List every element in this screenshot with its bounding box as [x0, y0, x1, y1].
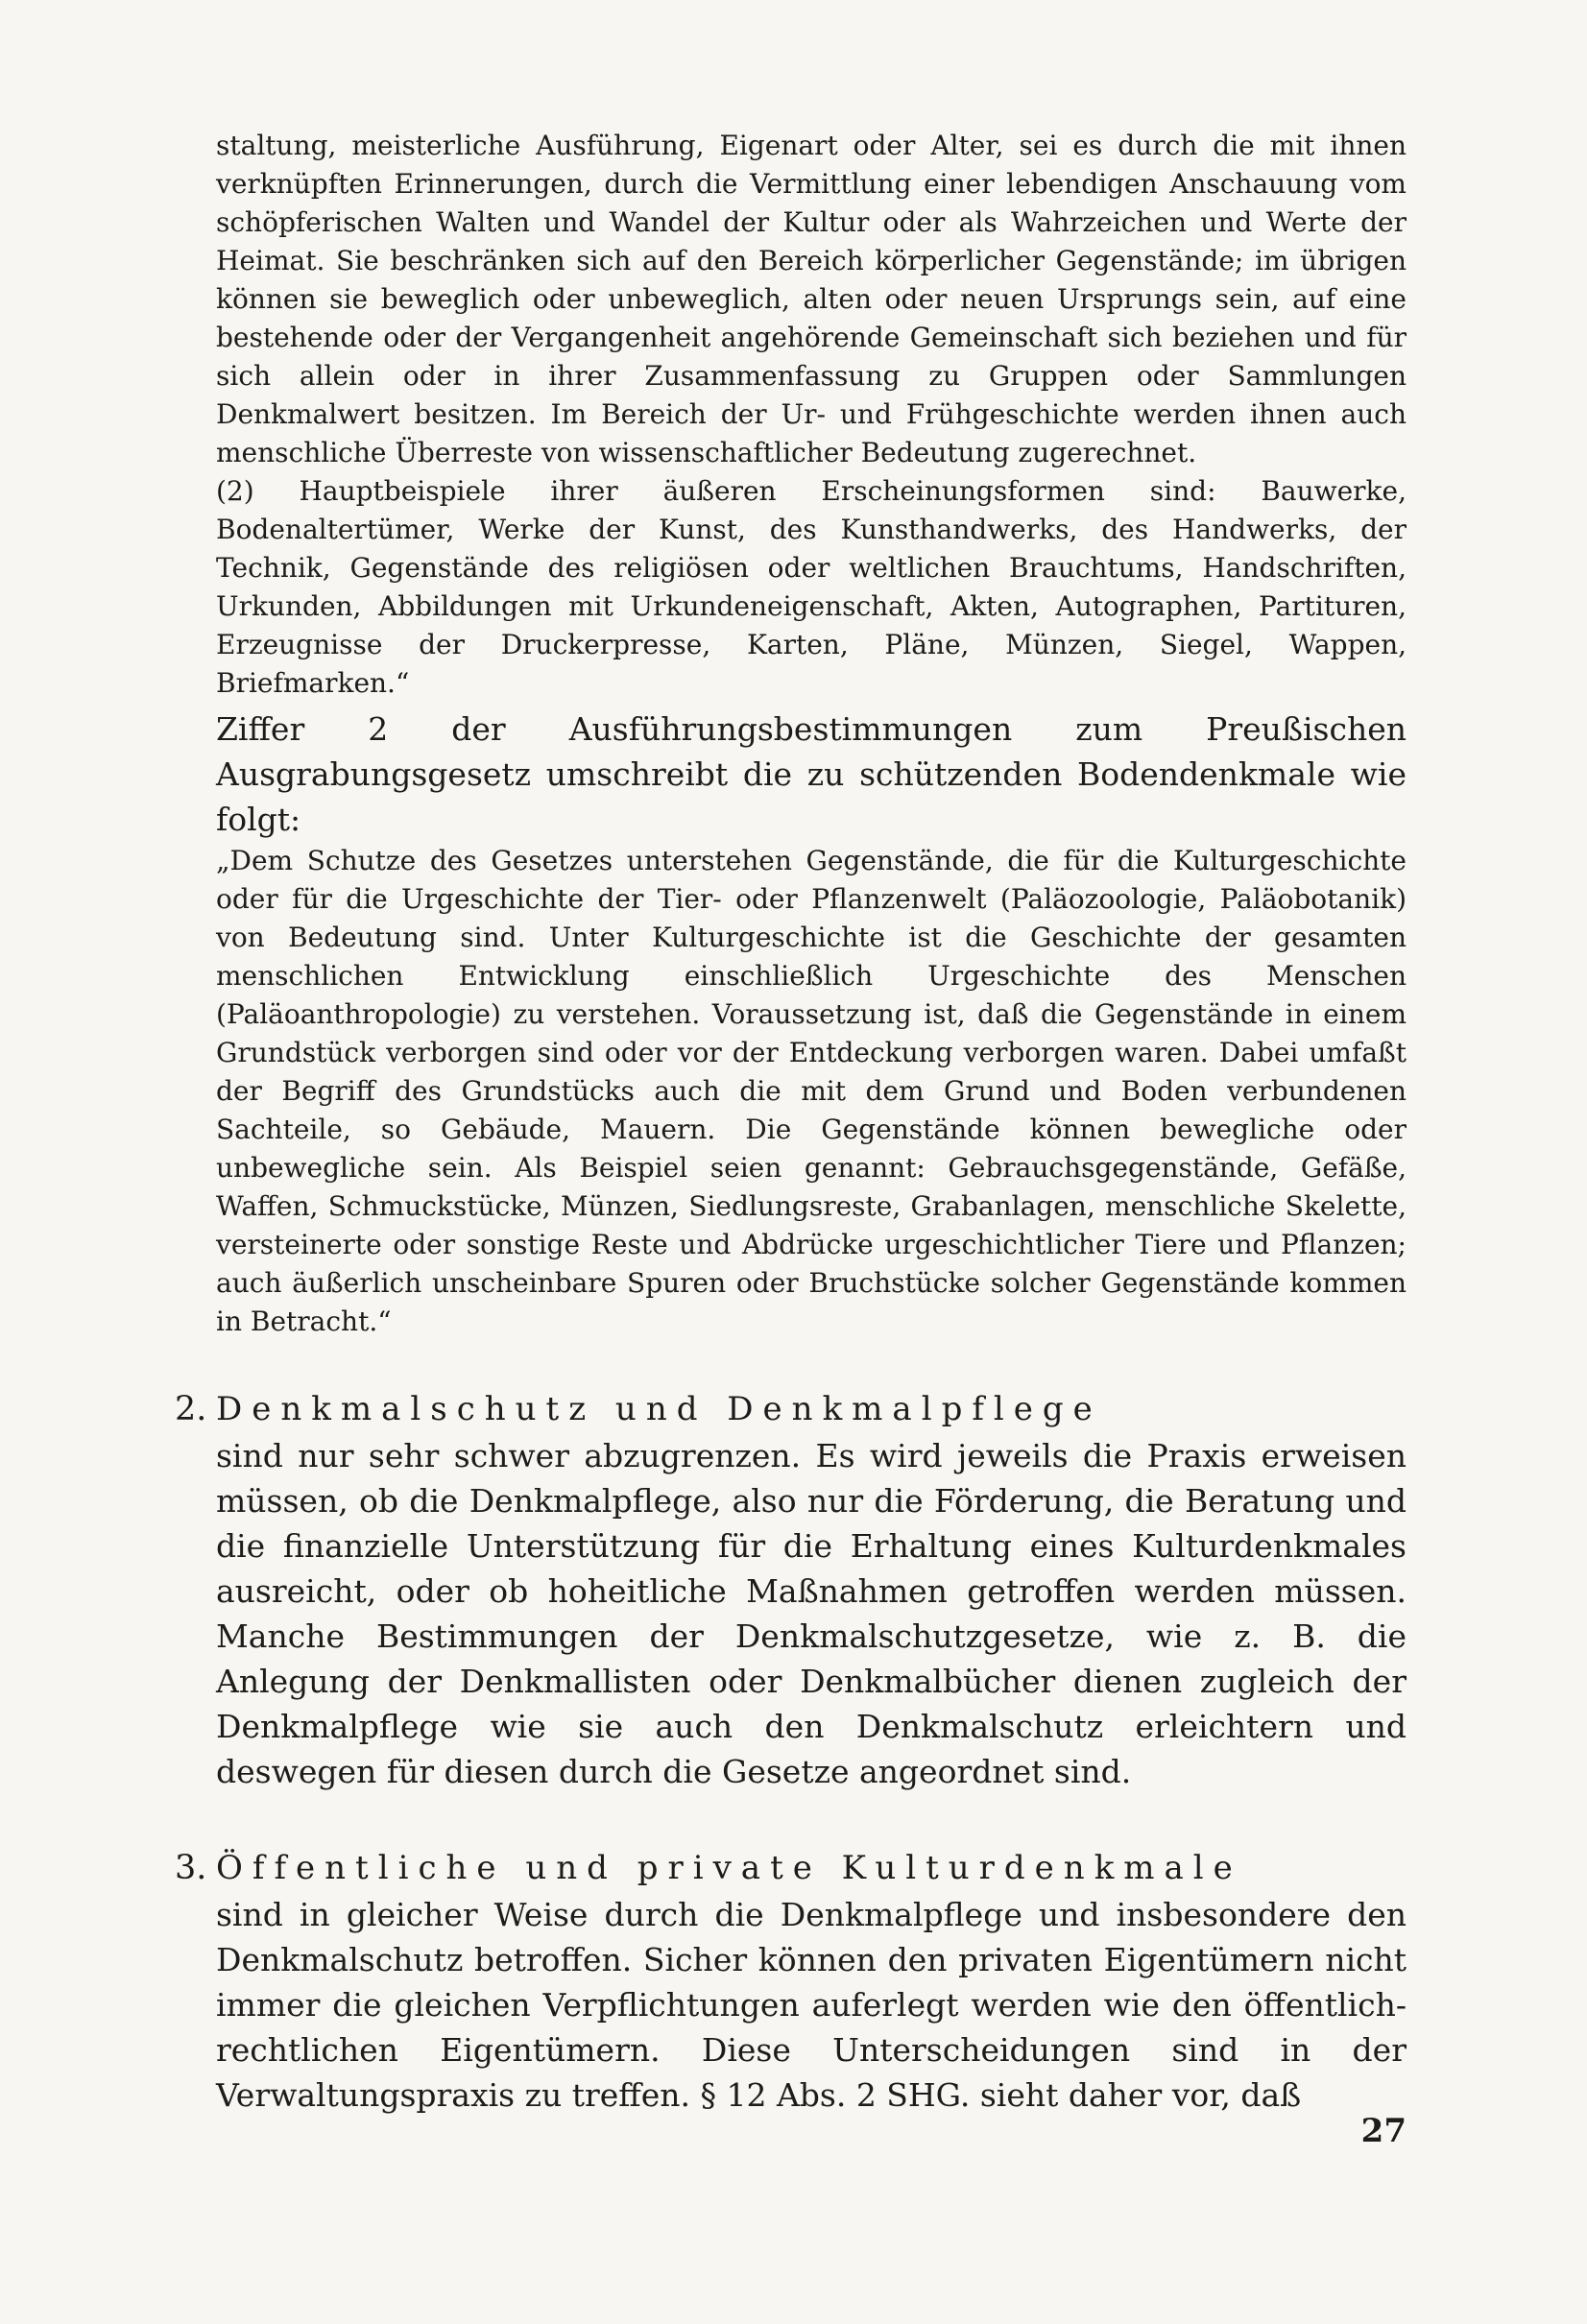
page-number: 27 [1360, 2112, 1407, 2150]
section-number: 3. [175, 1849, 207, 1887]
section-3 [175, 1844, 1407, 2118]
section-heading: Denkmalschutz und Denkmalpflege [216, 1390, 1102, 1428]
section-body: sind nur sehr schwer abzugrenzen. Es wird jeweils die Praxis erweisen müssen, ob die Denkmalpflege, also nur die Förderung, die Beratung und die finanzielle Unterstützung für die Erhaltung eines Kulturdenkmales ausreicht, oder ob hoheitliche Maßnahmen getroffen werden müssen. Manche Bestimmungen der Denkmalschutzgesetze, wie z. B. die Anlegung der Denkmallisten oder Denkmalbücher dienen zugleich der Denkmalpflege wie sie auch den Denkmalschutz erleichtern und deswegen für diesen durch die Gesetze angeordnet sind. [216, 1437, 1407, 1790]
section-body: sind in gleicher Weise durch die Denkmalpflege und insbesondere den Denkmalschutz betroffen. Sicher können den privaten Eigentümern nicht immer die gleichen Verpflichtungen auferlegt werden wie den öffentlich-rechtlichen Eigentümern. Diese Unterscheidungen sind in der Verwaltungspraxis zu treffen. § 12 Abs. 2 SHG. sieht daher vor, daß [216, 1896, 1407, 2114]
section-heading: Öffentliche und private Kulturdenkmale [216, 1849, 1242, 1887]
page-content [175, 127, 1407, 2118]
paragraph-main-examples: (2) Hauptbeispiele ihrer äußeren Erscheinungsformen sind: Bauwerke, Bodenaltertümer, Werke der Kunst, des Kunsthandwerks, des Handwerks, der Technik, Gegenstände des religiösen oder weltlichen Brauchtums, Handschriften, Urkunden, Abbildungen mit Urkundeneigenschaft, Akten, Autographen, Partituren, Erzeugnisse der Druckerpresse, Karten, Pläne, Münzen, Siegel, Wappen, Briefmarken.“ [216, 475, 1407, 699]
section-2 [175, 1385, 1407, 1794]
paragraph-ausfuehrungsbestimmungen: Ziffer 2 der Ausführungsbestimmungen zum Preußischen Ausgrabungsgesetz umschreibt die zu schützenden Bodendenkmale wie folgt: [216, 710, 1407, 838]
section-number: 2. [175, 1390, 207, 1428]
paragraph-bodendenkmale-quote: „Dem Schutze des Gesetzes unterstehen Gegenstände, die für die Kulturgeschichte oder für die Urgeschichte der Tier- oder Pflanzenwelt (Paläozoologie, Paläobotanik) von Bedeutung sind. Unter Kulturgeschichte ist die Geschichte der gesamten menschlichen Entwicklung einschließlich Urgeschichte des Menschen (Paläoanthropologie) zu verstehen. Voraussetzung ist, daß die Gegenstände in einem Grundstück verborgen sind oder vor der Entdeckung verborgen waren. Dabei umfaßt der Begriff des Grundstücks auch die mit dem Grund und Boden verbundenen Sachteile, so Gebäude, Mauern. Die Gegenstände können bewegliche oder unbewegliche sein. Als Beispiel seien genannt: Gebrauchsgegenstände, Gefäße, Waffen, Schmuckstücke, Münzen, Siedlungsreste, Grabanlagen, menschliche Skelette, versteinerte oder sonstige Reste und Abdrücke urgeschichtlicher Tiere und Pflanzen; auch äußerlich unscheinbare Spuren oder Bruchstücke solcher Gegenstände kommen in Betracht.“ [216, 845, 1407, 1337]
paragraph-definition-continued: staltung, meisterliche Ausführung, Eigenart oder Alter, sei es durch die mit ihnen verknüpften Erinnerungen, durch die Vermittlung einer lebendigen Anschauung vom schöpferischen Walten und Wandel der Kultur oder als Wahrzeichen und Werte der Heimat. Sie beschränken sich auf den Bereich körperlicher Gegenstände; im übrigen können sie beweglich oder unbeweglich, alten oder neuen Ursprungs sein, auf eine bestehende oder der Vergangenheit angehörende Gemeinschaft sich beziehen und für sich allein oder in ihrer Zusammenfassung zu Gruppen oder Sammlungen Denkmalwert besitzen. Im Bereich der Ur- und Frühgeschichte werden ihnen auch menschliche Überreste von wissenschaftlicher Bedeutung zugerechnet. [216, 130, 1407, 468]
